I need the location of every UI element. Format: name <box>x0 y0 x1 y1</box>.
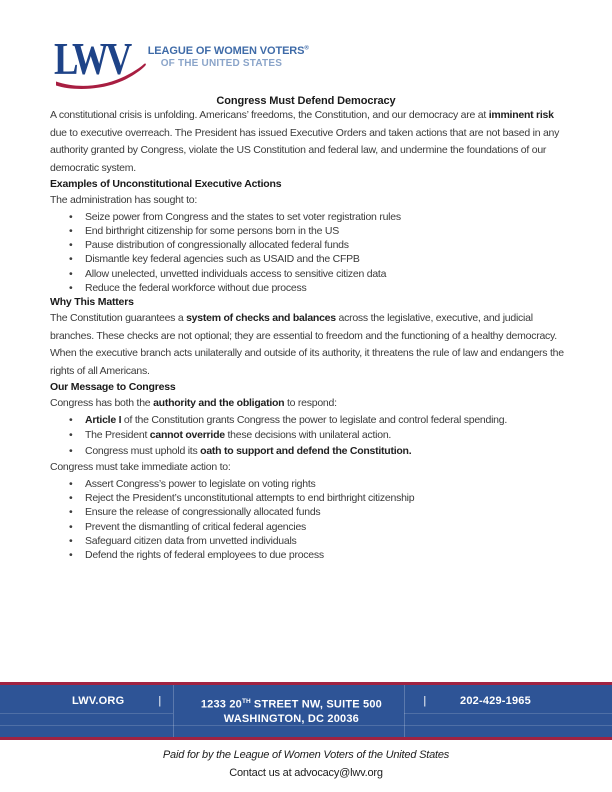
intro-text-2: due to executive overreach. The President has issued Executive Orders and taken actions that are not based in any authority granted by Congress, violate the US Constitution and federal law, and undermine the foundations of our democratic system. <box>50 126 560 174</box>
list-item: • Ensure the release of congressionally allocated funds <box>85 505 570 519</box>
why-text-1: The Constitution guarantees a <box>50 312 187 325</box>
registered-trademark-icon: ® <box>304 45 309 52</box>
logo-name-line <box>148 45 309 58</box>
list-item: • Allow unelected, unvetted individuals access to sensitive citizen data <box>85 267 570 281</box>
actions-list <box>50 477 570 563</box>
section-heading-examples: Examples of Unconstitutional Executive Actions <box>50 178 282 190</box>
logo-name: LEAGUE OF WOMEN VOTERS <box>147 45 305 57</box>
list-item: • End birthright citizenship for some persons born in the US <box>85 224 570 238</box>
intro-bold-imminent-risk: imminent risk <box>488 109 554 121</box>
page-title: Congress Must Defend Democracy <box>216 95 396 107</box>
list-item: • Prevent the dismantling of critical federal agencies <box>85 520 570 534</box>
message-item-bold-cannot-override: cannot override <box>149 429 225 442</box>
section-heading-message: Our Message to Congress <box>50 381 176 394</box>
list-item <box>85 444 570 460</box>
message-list <box>50 413 570 460</box>
list-item: • Reduce the federal workforce without due process <box>85 281 570 295</box>
footer-address-street-rest: STREET NW, SUITE 500 <box>250 698 382 711</box>
footer-bar <box>0 682 612 740</box>
examples-lead: The administration has sought to: <box>50 194 198 206</box>
lwv-swoosh-icon <box>55 62 147 89</box>
message-item-bold-article-i: Article I <box>85 413 122 426</box>
footer-contact-row <box>0 685 612 726</box>
actions-lead: Congress must take immediate action to: <box>50 461 231 474</box>
message-lead-bold: authority and the obligation <box>153 397 285 410</box>
lwv-logo-wordmark <box>148 40 309 88</box>
footer-address-ordinal: TH <box>241 698 251 705</box>
footer-notes <box>0 746 612 782</box>
footer-website: LWV.ORG <box>72 695 125 707</box>
footer-address <box>171 695 411 726</box>
examples-list <box>50 210 570 296</box>
list-item <box>85 428 570 444</box>
list-item: • Seize power from Congress and the states to set voter registration rules <box>85 210 570 224</box>
footer-separator: | <box>423 695 427 707</box>
message-item-bold-oath: oath to support and defend the Constitution. <box>200 444 412 457</box>
list-item: • Assert Congress’s power to legislate on voting rights <box>85 477 570 491</box>
message-lead <box>50 395 570 413</box>
paid-for-disclaimer: Paid for by the League of Women Voters of the United States <box>162 749 450 761</box>
list-item: • Safeguard citizen data from unvetted individuals <box>85 534 570 548</box>
intro-text-1: A constitutional crisis is unfolding. Americans’ freedoms, the Constitution, and our democracy are at <box>50 109 489 121</box>
message-item-text: of the Constitution grants Congress the power to legislate and control federal spending. <box>121 413 508 426</box>
why-text-2: across the legislative, executive, and judicial branches. These checks are not optional; they are essential to freedom and the functioning of a healthy democracy. When the executive branch acts unilaterally and outside of its authority, it threatens the rule of law and endangers the rights of all Americans. <box>50 312 564 377</box>
logo-subtitle: OF THE UNITED STATES <box>160 58 283 69</box>
message-item-text: these decisions with unilateral action. <box>224 429 392 442</box>
lwv-logo-acronym: LWV <box>54 33 129 84</box>
lwv-logo-mark <box>54 33 148 88</box>
list-item <box>85 413 570 429</box>
footer-phone: 202-429-1965 <box>460 695 531 707</box>
contact-line: Contact us at advocacy@lwv.org <box>229 767 383 779</box>
list-item: • Pause distribution of congressionally allocated federal funds <box>85 238 570 252</box>
list-item: • Dismantle key federal agencies such as USAID and the CFPB <box>85 252 570 266</box>
footer-address-line2: WASHINGTON, DC 20036 <box>223 712 360 725</box>
lwv-logo <box>50 33 570 88</box>
footer-address-line1 <box>171 695 411 712</box>
section-heading-why: Why This Matters <box>50 296 134 309</box>
intro-paragraph <box>50 107 570 177</box>
why-bold-checks-balances: system of checks and balances <box>186 312 336 325</box>
message-lead-text-1: Congress has both the <box>50 397 154 410</box>
list-item: • Reject the President’s unconstitutional attempts to end birthright citizenship <box>85 491 570 505</box>
list-item: • Defend the rights of federal employees to due process <box>85 548 570 562</box>
footer-separator: | <box>158 695 162 707</box>
message-item-text: The President <box>85 429 150 442</box>
why-paragraph <box>50 310 570 380</box>
message-item-text: Congress must uphold its <box>85 444 201 457</box>
footer-address-street: 1233 20 <box>200 698 242 711</box>
message-lead-text-2: to respond: <box>284 397 337 410</box>
